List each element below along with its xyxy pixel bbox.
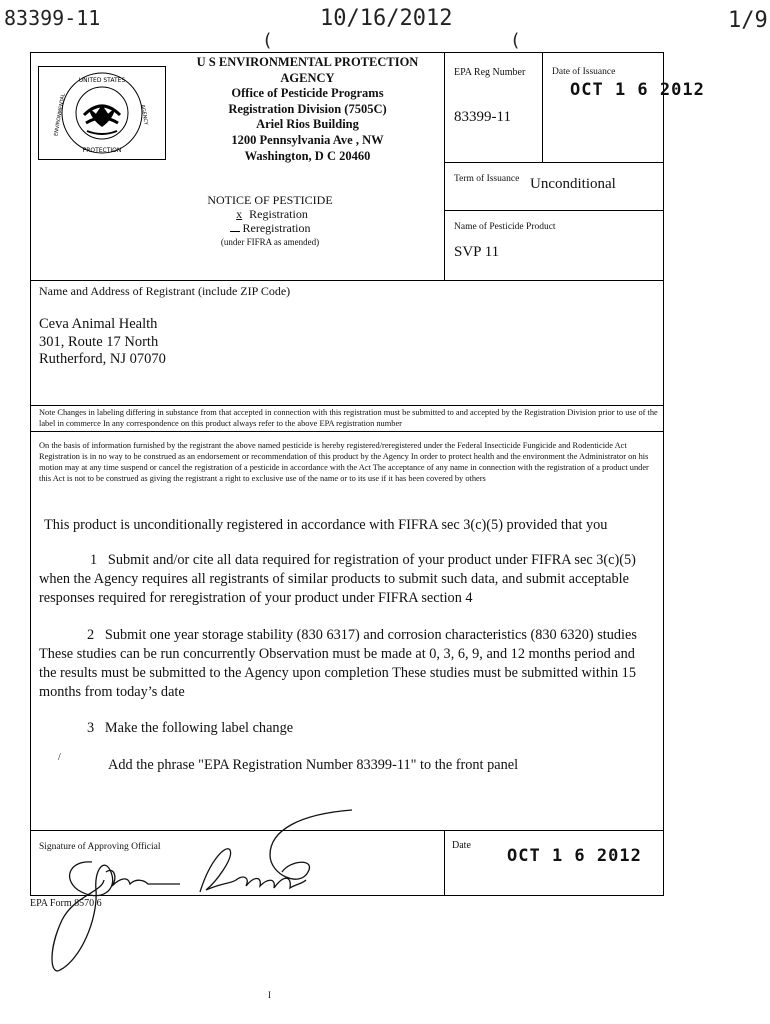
notice-option-reregistration	[170, 221, 370, 235]
footer-mark: I	[268, 990, 271, 1000]
label-change-detail: Add the phrase "EPA Registration Number 83399-11" to the front panel	[108, 757, 519, 773]
agency-address	[170, 55, 445, 164]
handwritten-page-number: 1/9	[728, 8, 768, 33]
term-row-divider	[444, 162, 663, 163]
form-border-left	[30, 52, 31, 895]
seal-text-left: ENVIRONMENTAL	[53, 93, 67, 137]
registration-checkmark: x	[236, 207, 243, 221]
signature-date-label: Date	[452, 840, 471, 851]
epa-seal-logo	[39, 67, 165, 159]
seal-text-bottom: PROTECTION	[82, 147, 122, 154]
condition-text: Make the following label change	[104, 720, 294, 736]
condition-item-1	[39, 551, 651, 608]
condition-item-2	[39, 626, 651, 702]
registration-label: Registration	[249, 207, 308, 221]
agency-line: 1200 Pennsylvania Ave , NW	[231, 132, 384, 147]
seal-text-top: UNITED STATES	[78, 77, 126, 84]
date-of-issuance-label: Date of Issuance	[552, 67, 616, 77]
margin-mark: /	[58, 752, 61, 763]
handwritten-date: 10/16/2012	[320, 6, 453, 31]
reregistration-label: Reregistration	[242, 221, 311, 235]
signature-date-divider	[444, 830, 445, 895]
handwritten-tick-mark: (	[510, 30, 521, 51]
product-name-value: SVP 11	[454, 244, 500, 260]
notice-fifra-note: (under FIFRA as amended)	[220, 237, 320, 247]
note-row-divider-top	[30, 405, 663, 406]
handwritten-tick-mark: (	[262, 30, 273, 51]
notice-title: NOTICE OF PESTICIDE	[207, 193, 333, 207]
seal-text-right: AGENCY	[139, 104, 149, 126]
handwritten-signature	[40, 800, 360, 980]
seal-box	[38, 66, 166, 160]
reg-number-label: EPA Reg Number	[454, 67, 526, 78]
registrant-name: Ceva Animal Health	[39, 316, 158, 332]
signature-date-stamp: OCT 1 6 2012	[507, 846, 642, 866]
form-number: EPA Form 8570 6	[30, 898, 102, 909]
registrant-address	[39, 316, 166, 369]
labeling-note: Note Changes in labeling differing in substance from that accepted in connection with this registration must be submitted to and accepted by the Registration Division prior to use of the label in commerce In any correspondence on this product always refer to the above EPA registration number	[39, 408, 658, 428]
condition-number: 2	[87, 627, 95, 643]
agency-line: Ariel Rios Building	[256, 117, 359, 132]
registrant-row-divider	[30, 280, 663, 281]
date-column-divider	[542, 52, 543, 162]
note-row-divider-bottom	[30, 431, 663, 432]
notice-block	[170, 193, 370, 249]
agency-line: AGENCY	[280, 70, 335, 85]
agency-line: Washington, D C 20460	[244, 148, 371, 163]
term-value: Unconditional	[530, 176, 616, 192]
handwritten-file-number: 83399-11	[4, 6, 101, 30]
agency-line: U S ENVIRONMENTAL PROTECTION	[196, 55, 419, 69]
form-border-top	[30, 52, 663, 53]
condition-number: 1	[90, 552, 98, 568]
registrant-city: Rutherford, NJ 07070	[39, 351, 166, 367]
registrant-street: 301, Route 17 North	[39, 333, 159, 350]
signature-label: Signature of Approving Official	[39, 842, 161, 852]
notice-option-registration	[170, 207, 370, 221]
agency-line: Office of Pesticide Programs	[231, 86, 384, 101]
condition-number: 3	[87, 720, 95, 736]
condition-text: Submit and/or cite all data required for registration of your product under FIFRA sec 3(c)(5) when the Agency requires all registrants of similar products to submit such data, and submit acceptable responses required for reregistration of your product under FIFRA section 4	[39, 552, 636, 606]
date-of-issuance-stamp: OCT 1 6 2012	[570, 80, 705, 100]
body-intro: This product is unconditionally registered in accordance with FIFRA sec 3(c)(5) provided that you	[44, 517, 608, 533]
reregistration-blank	[230, 231, 240, 232]
condition-text: Submit one year storage stability (830 6317) and corrosion characteristics (830 6320) studies These studies can be run concurrently Observation must be made at 0, 3, 6, 9, and 12 months period and the results must be submitted to the Agency upon completion These studies must be submitted within 15 months from today’s date	[39, 627, 637, 700]
reg-number-value: 83399-11	[454, 109, 511, 125]
agency-line: Registration Division (7505C)	[228, 101, 387, 116]
basis-of-registration-text: On the basis of information furnished by the registrant the above named pesticide is hereby registered/reregistered under the Federal Insecticide Fungicide and Rodenticide Act Registration is in no way to be construed as an endorsement or recommendation of this product by the Agency In order to protect health and the environment the Administrator on his motion may at any time suspend or cancel the registration of a pesticide in accordance with the Act The acceptance of any name in connection with the registration of a product under this Act is not to be construed as giving the registrant a right to exclusive use of the name or to its use if it has been covered by others	[39, 441, 649, 483]
product-row-divider	[444, 210, 663, 211]
condition-item-3	[87, 719, 647, 737]
product-name-label: Name of Pesticide Product	[454, 222, 556, 232]
registrant-label: Name and Address of Registrant (include ZIP Code)	[39, 284, 291, 298]
form-border-right	[663, 52, 664, 895]
term-label: Term of Issuance	[454, 174, 520, 184]
